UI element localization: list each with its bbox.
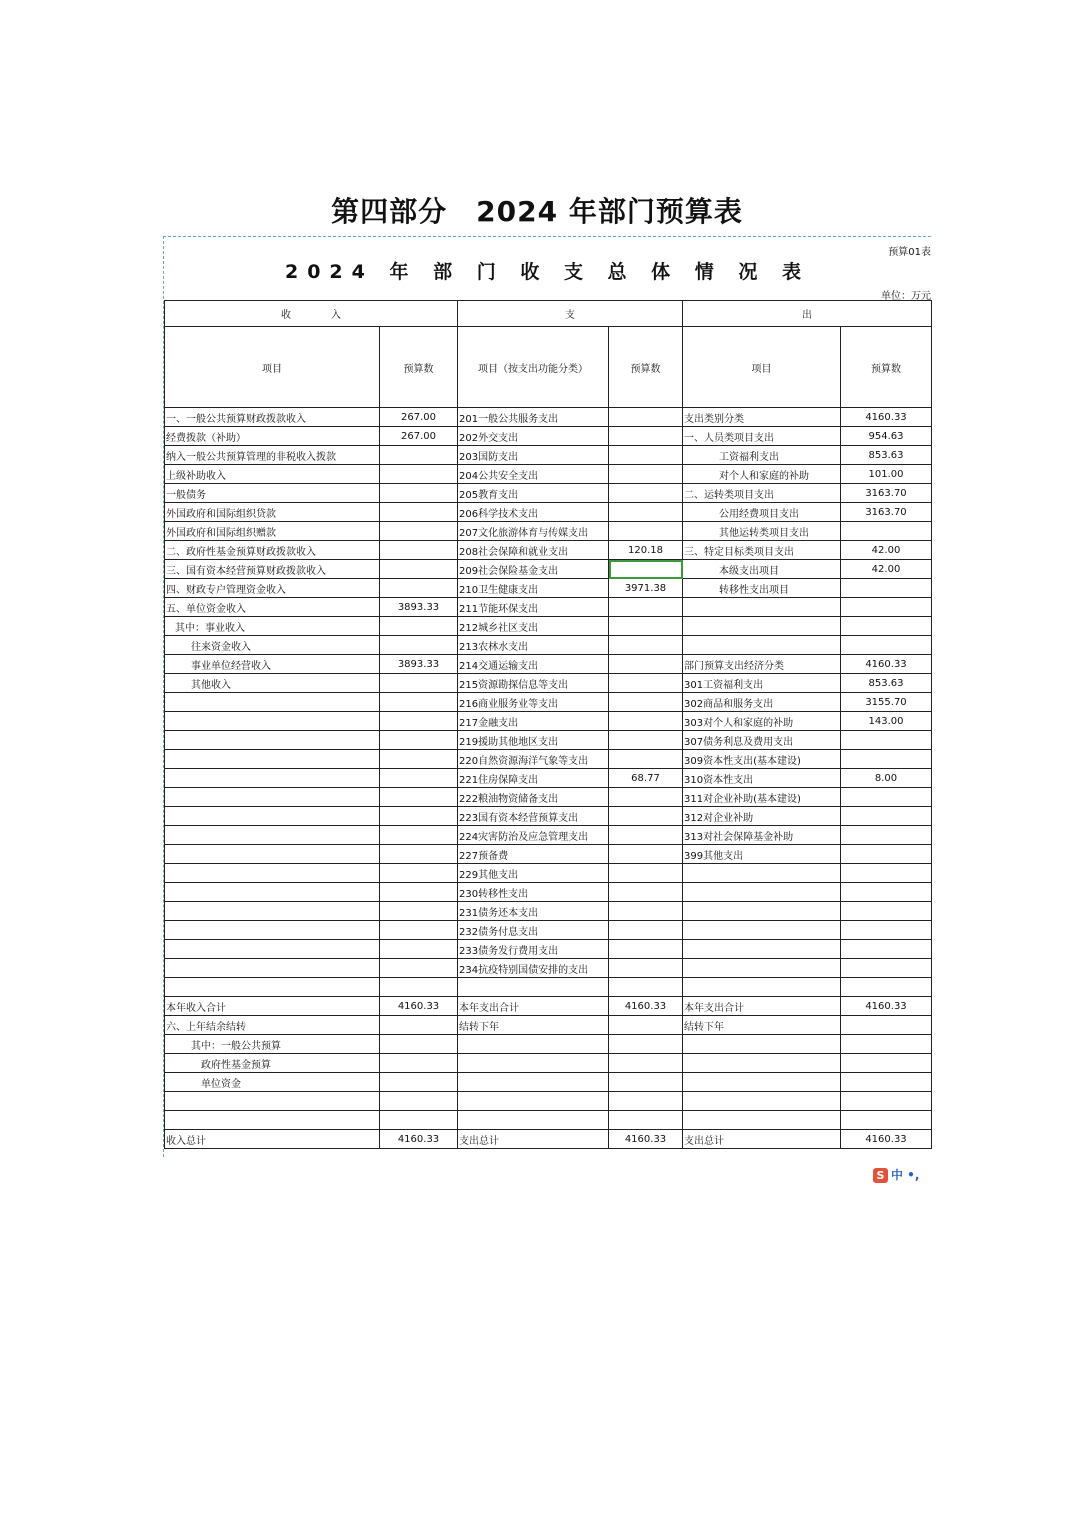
col-header-function-item: 项目（按支出功能分类） xyxy=(458,327,609,408)
cell-expense-item[interactable]: 支出类别分类 xyxy=(683,408,841,427)
table-row xyxy=(165,997,932,1016)
cell-function-amount[interactable] xyxy=(609,1035,683,1054)
cell-expense-item[interactable]: 303对个人和家庭的补助 xyxy=(683,712,841,731)
cell-income-amount[interactable] xyxy=(380,541,458,560)
cell-income-item[interactable] xyxy=(165,807,380,826)
cell-income-amount[interactable] xyxy=(380,750,458,769)
cell-expense-item[interactable] xyxy=(683,1054,841,1073)
cell-income-amount[interactable] xyxy=(380,864,458,883)
cell-income-item[interactable]: 其中：一般公共预算 xyxy=(165,1035,380,1054)
cell-income-item[interactable]: 收入总计 xyxy=(165,1130,380,1149)
cell-expense-item[interactable]: 部门预算支出经济分类 xyxy=(683,655,841,674)
cell-income-item[interactable]: 二、政府性基金预算财政拨款收入 xyxy=(165,541,380,560)
cell-function-item[interactable] xyxy=(458,1073,609,1092)
cell-function-item[interactable] xyxy=(458,1035,609,1054)
cell-function-item[interactable]: 205教育支出 xyxy=(458,484,609,503)
cell-income-amount[interactable] xyxy=(380,921,458,940)
cell-expense-item[interactable]: 结转下年 xyxy=(683,1016,841,1035)
table-row xyxy=(165,503,932,522)
cell-income-amount[interactable] xyxy=(380,1035,458,1054)
table-row xyxy=(165,959,932,978)
budget-sheet xyxy=(163,236,931,1157)
cell-function-amount[interactable] xyxy=(609,446,683,465)
cell-income-item[interactable] xyxy=(165,1092,380,1111)
col-header-income-amount: 预算数 xyxy=(380,327,458,408)
cell-expense-amount[interactable] xyxy=(841,1016,932,1035)
cell-income-item[interactable]: 六、上年结余结转 xyxy=(165,1016,380,1035)
cell-expense-amount[interactable]: 3163.70 xyxy=(841,503,932,522)
cell-expense-amount[interactable] xyxy=(841,807,932,826)
cell-expense-amount[interactable] xyxy=(841,788,932,807)
cell-income-amount[interactable] xyxy=(380,826,458,845)
cell-expense-amount[interactable] xyxy=(841,750,932,769)
cell-function-item[interactable]: 230转移性支出 xyxy=(458,883,609,902)
table-row xyxy=(165,807,932,826)
cell-expense-amount[interactable] xyxy=(841,522,932,541)
cell-expense-item[interactable] xyxy=(683,921,841,940)
cell-function-amount[interactable] xyxy=(609,465,683,484)
cell-function-amount[interactable] xyxy=(609,750,683,769)
cell-income-amount[interactable] xyxy=(380,522,458,541)
cell-function-amount[interactable] xyxy=(609,560,683,579)
cell-function-amount[interactable] xyxy=(609,807,683,826)
cell-income-item[interactable] xyxy=(165,940,380,959)
cell-expense-amount[interactable] xyxy=(841,1111,932,1130)
table-row xyxy=(165,484,932,503)
cell-income-item[interactable]: 一般债务 xyxy=(165,484,380,503)
cell-income-item[interactable] xyxy=(165,788,380,807)
cell-income-item[interactable] xyxy=(165,826,380,845)
cell-expense-amount[interactable] xyxy=(841,864,932,883)
cell-expense-amount[interactable] xyxy=(841,1092,932,1111)
cell-expense-amount[interactable] xyxy=(841,883,932,902)
table-row xyxy=(165,902,932,921)
table-row xyxy=(165,864,932,883)
cell-expense-item[interactable] xyxy=(683,1092,841,1111)
cell-income-item[interactable]: 纳入一般公共预算管理的非税收入拨款 xyxy=(165,446,380,465)
cell-expense-item[interactable]: 307债务利息及费用支出 xyxy=(683,731,841,750)
cell-income-amount[interactable] xyxy=(380,1016,458,1035)
cell-function-item[interactable]: 214交通运输支出 xyxy=(458,655,609,674)
cell-function-item[interactable]: 219援助其他地区支出 xyxy=(458,731,609,750)
cell-expense-amount[interactable] xyxy=(841,845,932,864)
cell-income-item[interactable] xyxy=(165,883,380,902)
cell-function-item[interactable]: 220自然资源海洋气象等支出 xyxy=(458,750,609,769)
cell-function-amount[interactable] xyxy=(609,655,683,674)
table-row xyxy=(165,845,932,864)
cell-function-item[interactable]: 216商业服务业等支出 xyxy=(458,693,609,712)
cell-function-item[interactable]: 234抗疫特别国债安排的支出 xyxy=(458,959,609,978)
cell-expense-amount[interactable]: 4160.33 xyxy=(841,1130,932,1149)
cell-function-item[interactable] xyxy=(458,1111,609,1130)
table-row xyxy=(165,427,932,446)
cell-expense-amount[interactable] xyxy=(841,959,932,978)
cell-income-amount[interactable] xyxy=(380,845,458,864)
cell-income-amount[interactable]: 267.00 xyxy=(380,408,458,427)
cell-function-item[interactable]: 209社会保险基金支出 xyxy=(458,560,609,579)
cell-function-amount[interactable]: 4160.33 xyxy=(609,997,683,1016)
cell-income-item[interactable] xyxy=(165,921,380,940)
cell-income-amount[interactable] xyxy=(380,579,458,598)
wps-logo-icon: S xyxy=(873,1168,888,1183)
cell-function-item[interactable]: 233债务发行费用支出 xyxy=(458,940,609,959)
cell-income-amount[interactable] xyxy=(380,731,458,750)
cell-expense-item[interactable] xyxy=(683,902,841,921)
cell-function-amount[interactable] xyxy=(609,921,683,940)
table-row xyxy=(165,826,932,845)
cell-income-item[interactable]: 本年收入合计 xyxy=(165,997,380,1016)
table-row xyxy=(165,1054,932,1073)
cell-expense-item[interactable]: 本年支出合计 xyxy=(683,997,841,1016)
cell-income-amount[interactable] xyxy=(380,883,458,902)
cell-expense-item[interactable] xyxy=(683,978,841,997)
cell-income-item[interactable] xyxy=(165,1111,380,1130)
col-header-expense-item: 项目 xyxy=(683,327,841,408)
cell-expense-amount[interactable]: 143.00 xyxy=(841,712,932,731)
cell-expense-amount[interactable]: 853.63 xyxy=(841,446,932,465)
cell-expense-item[interactable]: 312对企业补助 xyxy=(683,807,841,826)
form-number: 预算01表 xyxy=(888,247,931,258)
cell-function-item[interactable]: 227预备费 xyxy=(458,845,609,864)
cell-function-amount[interactable] xyxy=(609,1092,683,1111)
cell-expense-item[interactable]: 309资本性支出(基本建设) xyxy=(683,750,841,769)
cell-expense-amount[interactable]: 42.00 xyxy=(841,560,932,579)
table-row xyxy=(165,1035,932,1054)
cell-expense-amount[interactable] xyxy=(841,731,932,750)
col-header-expense-amount: 预算数 xyxy=(841,327,932,408)
cell-function-amount[interactable] xyxy=(609,845,683,864)
cell-function-amount[interactable] xyxy=(609,674,683,693)
cell-expense-amount[interactable] xyxy=(841,902,932,921)
cell-income-item[interactable] xyxy=(165,959,380,978)
cell-income-amount[interactable] xyxy=(380,1092,458,1111)
cell-function-amount[interactable] xyxy=(609,959,683,978)
table-title: 2024 年 部 门 收 支 总 体 情 况 表 xyxy=(284,261,811,283)
cell-income-item[interactable]: 政府性基金预算 xyxy=(165,1054,380,1073)
cell-function-item[interactable] xyxy=(458,1054,609,1073)
cell-income-item[interactable]: 外国政府和国际组织贷款 xyxy=(165,503,380,522)
cell-income-amount[interactable] xyxy=(380,560,458,579)
cell-function-amount[interactable] xyxy=(609,978,683,997)
cell-function-amount[interactable] xyxy=(609,503,683,522)
cell-income-amount[interactable]: 3893.33 xyxy=(380,598,458,617)
cell-function-amount[interactable] xyxy=(609,408,683,427)
table-row xyxy=(165,408,932,427)
cell-income-item[interactable]: 外国政府和国际组织赠款 xyxy=(165,522,380,541)
table-row xyxy=(165,617,932,636)
table-row xyxy=(165,883,932,902)
cell-expense-item[interactable] xyxy=(683,1073,841,1092)
cell-function-amount[interactable] xyxy=(609,1073,683,1092)
cell-expense-item[interactable]: 310资本性支出 xyxy=(683,769,841,788)
cell-expense-amount[interactable] xyxy=(841,978,932,997)
cell-expense-amount[interactable]: 3163.70 xyxy=(841,484,932,503)
cell-expense-amount[interactable]: 4160.33 xyxy=(841,655,932,674)
cell-expense-amount[interactable] xyxy=(841,1035,932,1054)
cell-function-item[interactable] xyxy=(458,978,609,997)
cell-income-amount[interactable]: 4160.33 xyxy=(380,1130,458,1149)
cell-function-item[interactable]: 215资源勘探信息等支出 xyxy=(458,674,609,693)
cell-expense-amount[interactable] xyxy=(841,1054,932,1073)
wps-watermark-text: 中 •, xyxy=(891,1168,920,1182)
cell-income-amount[interactable] xyxy=(380,1073,458,1092)
cell-expense-item[interactable]: 转移性支出项目 xyxy=(683,579,841,598)
cell-expense-item[interactable]: 其他运转类项目支出 xyxy=(683,522,841,541)
cell-expense-item[interactable]: 三、特定目标类项目支出 xyxy=(683,541,841,560)
budget-table xyxy=(164,300,932,1149)
cell-function-item[interactable]: 213农林水支出 xyxy=(458,636,609,655)
cell-expense-amount[interactable]: 101.00 xyxy=(841,465,932,484)
cell-expense-amount[interactable]: 8.00 xyxy=(841,769,932,788)
cell-income-amount[interactable] xyxy=(380,1054,458,1073)
cell-income-amount[interactable] xyxy=(380,959,458,978)
cell-function-amount[interactable] xyxy=(609,1054,683,1073)
cell-income-amount[interactable] xyxy=(380,769,458,788)
cell-function-item[interactable]: 207文化旅游体育与传媒支出 xyxy=(458,522,609,541)
cell-expense-item[interactable] xyxy=(683,883,841,902)
cell-expense-item[interactable]: 302商品和服务支出 xyxy=(683,693,841,712)
cell-expense-item[interactable]: 公用经费项目支出 xyxy=(683,503,841,522)
cell-income-item[interactable] xyxy=(165,864,380,883)
cell-income-amount[interactable] xyxy=(380,712,458,731)
cell-income-amount[interactable]: 3893.33 xyxy=(380,655,458,674)
cell-function-item[interactable]: 结转下年 xyxy=(458,1016,609,1035)
cell-function-amount[interactable]: 68.77 xyxy=(609,769,683,788)
cell-income-amount[interactable] xyxy=(380,465,458,484)
cell-income-amount[interactable] xyxy=(380,503,458,522)
cell-income-item[interactable]: 五、单位资金收入 xyxy=(165,598,380,617)
cell-function-item[interactable]: 本年支出合计 xyxy=(458,997,609,1016)
cell-function-item[interactable]: 201一般公共服务支出 xyxy=(458,408,609,427)
table-row xyxy=(165,1111,932,1130)
cell-function-amount[interactable] xyxy=(609,693,683,712)
cell-function-item[interactable]: 203国防支出 xyxy=(458,446,609,465)
cell-income-amount[interactable] xyxy=(380,978,458,997)
cell-expense-amount[interactable]: 4160.33 xyxy=(841,408,932,427)
cell-function-item[interactable]: 221住房保障支出 xyxy=(458,769,609,788)
cell-expense-amount[interactable] xyxy=(841,1073,932,1092)
cell-function-item[interactable]: 208社会保障和就业支出 xyxy=(458,541,609,560)
cell-function-item[interactable] xyxy=(458,1092,609,1111)
table-row xyxy=(165,465,932,484)
cell-function-amount[interactable] xyxy=(609,427,683,446)
cell-expense-amount[interactable]: 3155.70 xyxy=(841,693,932,712)
cell-income-item[interactable]: 三、国有资本经营预算财政拨款收入 xyxy=(165,560,380,579)
table-row xyxy=(165,712,932,731)
cell-function-item[interactable]: 222粮油物资储备支出 xyxy=(458,788,609,807)
cell-function-amount[interactable] xyxy=(609,484,683,503)
cell-expense-item[interactable]: 支出总计 xyxy=(683,1130,841,1149)
expense-band-header-left: 支 xyxy=(458,301,683,327)
cell-function-item[interactable]: 202外交支出 xyxy=(458,427,609,446)
cell-income-item[interactable]: 事业单位经营收入 xyxy=(165,655,380,674)
table-row xyxy=(165,674,932,693)
cell-function-amount[interactable] xyxy=(609,826,683,845)
cell-expense-item[interactable]: 本级支出项目 xyxy=(683,560,841,579)
cell-expense-amount[interactable] xyxy=(841,617,932,636)
cell-income-item[interactable]: 经费拨款（补助） xyxy=(165,427,380,446)
table-row xyxy=(165,693,932,712)
cell-income-item[interactable]: 其他收入 xyxy=(165,674,380,693)
cell-income-amount[interactable] xyxy=(380,902,458,921)
cell-function-amount[interactable] xyxy=(609,636,683,655)
cell-expense-amount[interactable]: 954.63 xyxy=(841,427,932,446)
cell-expense-item[interactable]: 301工资福利支出 xyxy=(683,674,841,693)
cell-function-amount[interactable] xyxy=(609,940,683,959)
cell-function-amount[interactable] xyxy=(609,864,683,883)
cell-function-item[interactable]: 210卫生健康支出 xyxy=(458,579,609,598)
cell-expense-item[interactable] xyxy=(683,864,841,883)
unit-label: 单位：万元 xyxy=(881,291,931,302)
cell-expense-item[interactable]: 工资福利支出 xyxy=(683,446,841,465)
cell-expense-item[interactable] xyxy=(683,1111,841,1130)
wps-watermark xyxy=(873,1166,919,1183)
cell-expense-item[interactable] xyxy=(683,959,841,978)
cell-income-item[interactable] xyxy=(165,750,380,769)
cell-expense-item[interactable]: 311对企业补助(基本建设) xyxy=(683,788,841,807)
page-title: 第四部分 2024 年部门预算表 xyxy=(331,195,743,228)
cell-function-amount[interactable] xyxy=(609,1111,683,1130)
cell-function-item[interactable]: 232债务付息支出 xyxy=(458,921,609,940)
cell-function-item[interactable]: 231债务还本支出 xyxy=(458,902,609,921)
table-row xyxy=(165,1016,932,1035)
cell-expense-item[interactable]: 二、运转类项目支出 xyxy=(683,484,841,503)
cell-expense-amount[interactable]: 42.00 xyxy=(841,541,932,560)
cell-expense-amount[interactable] xyxy=(841,826,932,845)
cell-expense-amount[interactable]: 4160.33 xyxy=(841,997,932,1016)
cell-income-item[interactable]: 其中：事业收入 xyxy=(165,617,380,636)
table-row xyxy=(165,579,932,598)
table-row xyxy=(165,655,932,674)
cell-expense-item[interactable] xyxy=(683,617,841,636)
table-row xyxy=(165,940,932,959)
cell-function-amount[interactable] xyxy=(609,598,683,617)
cell-expense-amount[interactable] xyxy=(841,921,932,940)
cell-function-amount[interactable] xyxy=(609,1016,683,1035)
table-row xyxy=(165,921,932,940)
cell-function-item[interactable]: 229其他支出 xyxy=(458,864,609,883)
cell-income-item[interactable] xyxy=(165,712,380,731)
table-row xyxy=(165,560,932,579)
table-row xyxy=(165,1130,932,1149)
col-header-function-amount: 预算数 xyxy=(609,327,683,408)
cell-income-amount[interactable] xyxy=(380,636,458,655)
cell-income-item[interactable]: 单位资金 xyxy=(165,1073,380,1092)
cell-expense-item[interactable]: 399其他支出 xyxy=(683,845,841,864)
cell-income-amount[interactable]: 267.00 xyxy=(380,427,458,446)
cell-function-amount[interactable] xyxy=(609,712,683,731)
cell-function-amount[interactable] xyxy=(609,617,683,636)
cell-function-amount[interactable] xyxy=(609,902,683,921)
cell-income-amount[interactable]: 4160.33 xyxy=(380,997,458,1016)
cell-income-item[interactable]: 上级补助收入 xyxy=(165,465,380,484)
table-row xyxy=(165,978,932,997)
cell-income-item[interactable] xyxy=(165,845,380,864)
cell-expense-amount[interactable]: 853.63 xyxy=(841,674,932,693)
cell-expense-amount[interactable] xyxy=(841,636,932,655)
table-row xyxy=(165,1073,932,1092)
cell-function-amount[interactable] xyxy=(609,522,683,541)
cell-expense-amount[interactable] xyxy=(841,579,932,598)
cell-expense-item[interactable] xyxy=(683,940,841,959)
cell-income-amount[interactable] xyxy=(380,693,458,712)
cell-income-amount[interactable] xyxy=(380,446,458,465)
cell-income-amount[interactable] xyxy=(380,1111,458,1130)
cell-income-item[interactable] xyxy=(165,731,380,750)
cell-expense-item[interactable] xyxy=(683,1035,841,1054)
cell-income-amount[interactable] xyxy=(380,807,458,826)
cell-income-amount[interactable] xyxy=(380,484,458,503)
cell-function-item[interactable]: 支出总计 xyxy=(458,1130,609,1149)
cell-income-amount[interactable] xyxy=(380,788,458,807)
table-row xyxy=(165,522,932,541)
cell-expense-item[interactable]: 对个人和家庭的补助 xyxy=(683,465,841,484)
col-header-income-item: 项目 xyxy=(165,327,380,408)
cell-function-amount[interactable]: 4160.33 xyxy=(609,1130,683,1149)
table-row xyxy=(165,731,932,750)
cell-income-amount[interactable] xyxy=(380,617,458,636)
cell-function-amount[interactable] xyxy=(609,731,683,750)
cell-function-amount[interactable]: 3971.38 xyxy=(609,579,683,598)
table-row xyxy=(165,1092,932,1111)
expense-band-header-right: 出 xyxy=(683,301,932,327)
table-row xyxy=(165,769,932,788)
cell-function-item[interactable]: 206科学技术支出 xyxy=(458,503,609,522)
table-row xyxy=(165,636,932,655)
cell-function-item[interactable]: 204公共安全支出 xyxy=(458,465,609,484)
table-row xyxy=(165,598,932,617)
cell-function-item[interactable]: 223国有资本经营预算支出 xyxy=(458,807,609,826)
cell-income-item[interactable]: 往来资金收入 xyxy=(165,636,380,655)
cell-income-item[interactable]: 一、一般公共预算财政拨款收入 xyxy=(165,408,380,427)
cell-function-item[interactable]: 212城乡社区支出 xyxy=(458,617,609,636)
cell-function-item[interactable]: 224灾害防治及应急管理支出 xyxy=(458,826,609,845)
cell-expense-item[interactable]: 313对社会保障基金补助 xyxy=(683,826,841,845)
cell-income-item[interactable] xyxy=(165,693,380,712)
income-band-header: 收 入 xyxy=(165,301,458,327)
cell-income-amount[interactable] xyxy=(380,674,458,693)
cell-income-item[interactable] xyxy=(165,978,380,997)
table-row xyxy=(165,541,932,560)
cell-function-amount[interactable] xyxy=(609,788,683,807)
cell-income-item[interactable] xyxy=(165,902,380,921)
cell-income-item[interactable]: 四、财政专户管理资金收入 xyxy=(165,579,380,598)
cell-expense-item[interactable] xyxy=(683,598,841,617)
table-row xyxy=(165,788,932,807)
cell-income-amount[interactable] xyxy=(380,940,458,959)
table-row xyxy=(165,446,932,465)
cell-function-item[interactable]: 211节能环保支出 xyxy=(458,598,609,617)
cell-expense-item[interactable]: 一、人员类项目支出 xyxy=(683,427,841,446)
cell-function-amount[interactable] xyxy=(609,883,683,902)
table-row xyxy=(165,750,932,769)
cell-expense-item[interactable] xyxy=(683,636,841,655)
cell-income-item[interactable] xyxy=(165,769,380,788)
cell-function-item[interactable]: 217金融支出 xyxy=(458,712,609,731)
cell-expense-amount[interactable] xyxy=(841,940,932,959)
cell-function-amount[interactable]: 120.18 xyxy=(609,541,683,560)
cell-expense-amount[interactable] xyxy=(841,598,932,617)
